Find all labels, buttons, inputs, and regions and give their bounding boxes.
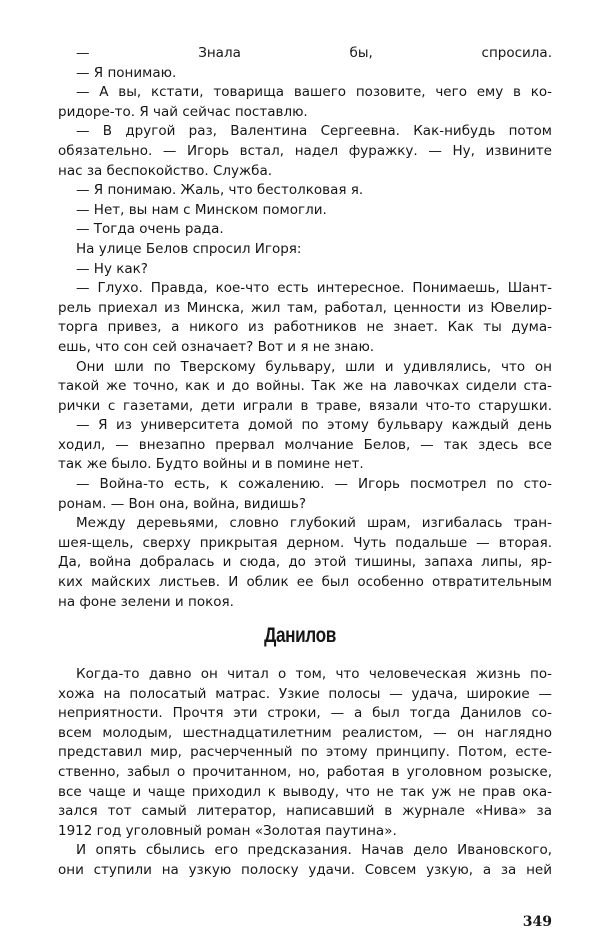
text-line: обязательно. — Игорь встал, надел фуражку. — Ну, извините (58, 142, 552, 159)
text-line: ронам. — Вон она, война, видишь? (58, 495, 307, 512)
text-line: такой же точно, как и до войны. Так же на лавочках сидели ста- (58, 378, 552, 395)
text-line: — Знала бы, спросила. (76, 45, 552, 61)
text-line: торга привез, а никого из работников не знает. Как ты дума- (58, 319, 552, 336)
text-line: всем молодым, шестнадцатилетним реалистом, — он наглядно (58, 724, 552, 741)
text-line: — Ну как? (76, 260, 148, 277)
text-line: Когда-то давно он читал о том, что человеческая жизнь по- (76, 666, 552, 682)
text-line: Они шли по Тверскому бульвару, шли и удивлялись, что он (76, 358, 552, 375)
text-line: — А вы, кстати, товарища вашего позовите, чего ему в ко- (76, 84, 552, 101)
text-line: ственно, забыл о прочитанном, но, работая в уголовном розыске, (58, 763, 552, 780)
page-number: 349 (522, 914, 552, 930)
chapter-section (58, 665, 552, 881)
text-line: шея-щель, сверху прикрытая дерном. Чуть подальше — вторая. (58, 534, 552, 551)
text-line: ходил, — внезапно прервал молчание Белов, — так здесь все (58, 436, 552, 453)
chapter-title: Данилов (264, 624, 336, 647)
text-line: — Я понимаю. (76, 64, 177, 81)
text-line: зался тот самый литератор, написавший в журнале «Нива» за (58, 803, 552, 820)
text-line: 1912 год уголовный роман «Золотая паутина». (58, 822, 397, 839)
text-line: — Я из университета домой по этому бульвару каждый день (76, 417, 552, 434)
text-line: — Тогда очень рада. (76, 221, 224, 238)
text-line: Да, война добралась и сюда, до этой тишины, запаха липы, яр- (58, 554, 552, 571)
text-line: на фоне зелени и покоя. (58, 593, 234, 610)
text-line: — В другой раз, Валентина Сергеевна. Как-нибудь потом (76, 123, 552, 140)
text-line: — Глухо. Правда, кое-что есть интересное. Понимаешь, Шант- (76, 280, 552, 297)
text-line: неприятности. Прочтя эти строки, — а был тогда Данилов со- (58, 705, 552, 722)
text-line: ких майских листьев. И облик ее был особенно отвратительным (58, 574, 552, 591)
text-line: рички с газетами, дети играли в траве, вязали что-то старушки. (58, 397, 552, 414)
text-line: ридоре-то. Я чай сейчас поставлю. (58, 103, 308, 120)
text-line: хожа на полосатый матрас. Узкие полосы — удача, широкие — (58, 685, 552, 702)
text-line: — Война-то есть, к сожалению. — Игорь посмотрел по сто- (76, 476, 552, 493)
text-line: — Я понимаю. Жаль, что бестолковая я. (76, 182, 364, 199)
text-line: ешь, что сон сей означает? Вот и я не знаю. (58, 338, 375, 355)
text-line: На улице Белов спросил Игоря: (76, 240, 302, 257)
text-line: представил мир, расчерченный по этому принципу. Потом, есте- (58, 744, 552, 761)
dialogue-section (58, 44, 552, 612)
text-line: Между деревьями, словно глубокий шрам, изгибалась тран- (76, 515, 552, 532)
text-line: они ступили на узкую полоску удачи. Совсем узкую, а за ней (58, 861, 552, 878)
text-line: нас за беспокойство. Служба. (58, 162, 273, 179)
text-line: И опять сбылись его предсказания. Начав дело Ивановского, (76, 842, 552, 859)
text-line: так же было. Будто войны и в помине нет. (58, 456, 364, 473)
text-line: все чаще и чаще приходил к выводу, что не так уж не прав ока- (58, 783, 552, 800)
text-line: рель приехал из Минска, жил там, работал, ценности из Ювелир- (58, 299, 552, 316)
text-line: — Нет, вы нам с Минском помогли. (76, 201, 327, 218)
